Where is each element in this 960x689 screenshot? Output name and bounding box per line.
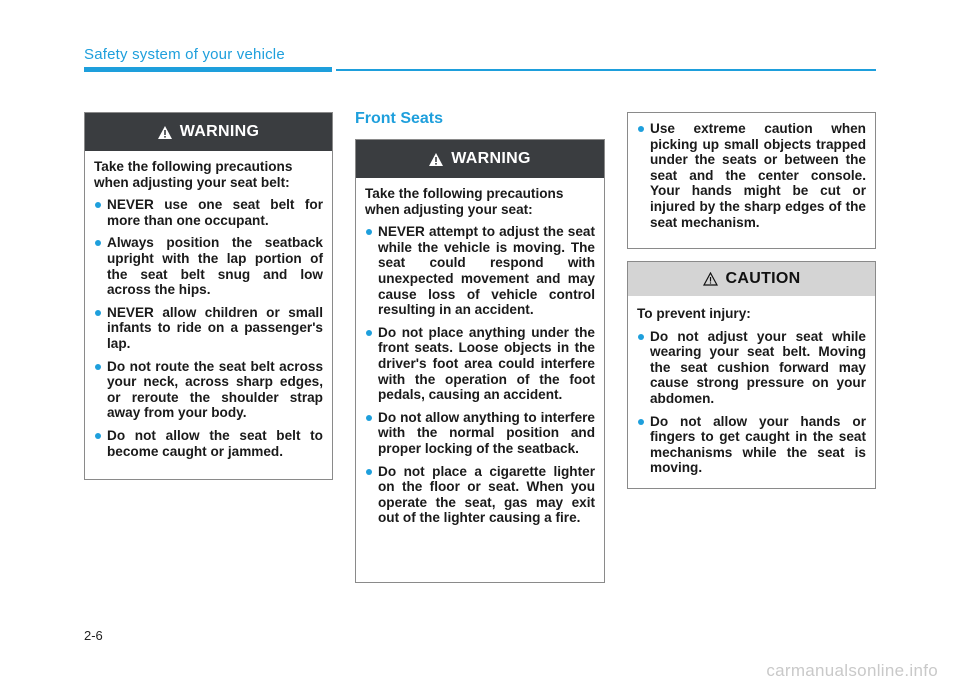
left-warning-heading: WARNING xyxy=(179,123,260,140)
left-warning-intro: Take the following precautions when adjusting your seat belt: xyxy=(94,159,293,190)
list-item: Use extreme caution when picking up small objects trapped under the seats or between the seat and the center console. Your hands might be cut or injured by the sharp edges of the seat mechanism. xyxy=(637,121,866,230)
header-title: Safety system of your vehicle xyxy=(84,46,285,63)
list-item: Do not adjust your seat while wearing your seat belt. Moving the seat cushion forward may cause strong pressure on your abdomen. xyxy=(637,329,866,407)
header-bar-right xyxy=(336,69,876,71)
list-item: Do not place anything under the front seats. Loose objects in the driver's foot area could interfere with the operation of the foot pedals, causing an accident. xyxy=(365,325,595,403)
section-heading: Front Seats xyxy=(355,110,444,127)
list-item: Do not allow the seat belt to become caught or jammed. xyxy=(94,428,323,459)
list-item: Do not allow anything to interfere with the normal position and proper locking of the seatback. xyxy=(365,410,595,457)
caution-triangle-icon xyxy=(703,272,718,286)
list-item: Do not route the seat belt across your neck, across sharp edges, or reroute the shoulder strap away from your body. xyxy=(94,359,323,421)
list-item: Do not place a cigarette lighter on the floor or seat. When you operate the seat, gas may exit out of the lighter causing a fire. xyxy=(365,464,595,526)
middle-warning-intro: Take the following precautions when adjusting your seat: xyxy=(365,186,564,217)
list-item: NEVER use one seat belt for more than one occupant. xyxy=(94,197,323,228)
list-item: NEVER attempt to adjust the seat while the vehicle is moving. The seat could respond with unexpected movement and may cause loss of vehicle control resulting in an accident. xyxy=(365,224,595,318)
warning-triangle-icon xyxy=(429,153,443,166)
caution-intro: To prevent injury: xyxy=(637,306,751,321)
watermark: carmanualsonline.info xyxy=(766,661,938,680)
list-item: Always position the seatback upright with the lap portion of the seat belt snug and low across the hips. xyxy=(94,235,323,297)
caution-heading: CAUTION xyxy=(725,270,801,287)
left-warning-header xyxy=(85,113,332,151)
page-number: 2-6 xyxy=(84,628,103,643)
list-item: NEVER allow children or small infants to ride on a passenger's lap. xyxy=(94,305,323,352)
right-continuation-box xyxy=(627,112,876,249)
header-bar-left xyxy=(84,67,332,72)
middle-warning-heading: WARNING xyxy=(451,150,531,167)
left-warning-box xyxy=(84,112,333,480)
caution-box xyxy=(627,261,876,489)
caution-header xyxy=(628,262,875,296)
list-item: Do not allow your hands or fingers to get caught in the seat mechanisms while the seat is moving. xyxy=(637,414,866,476)
warning-triangle-icon xyxy=(158,126,172,139)
middle-warning-box xyxy=(355,139,605,583)
middle-warning-header xyxy=(356,140,604,178)
